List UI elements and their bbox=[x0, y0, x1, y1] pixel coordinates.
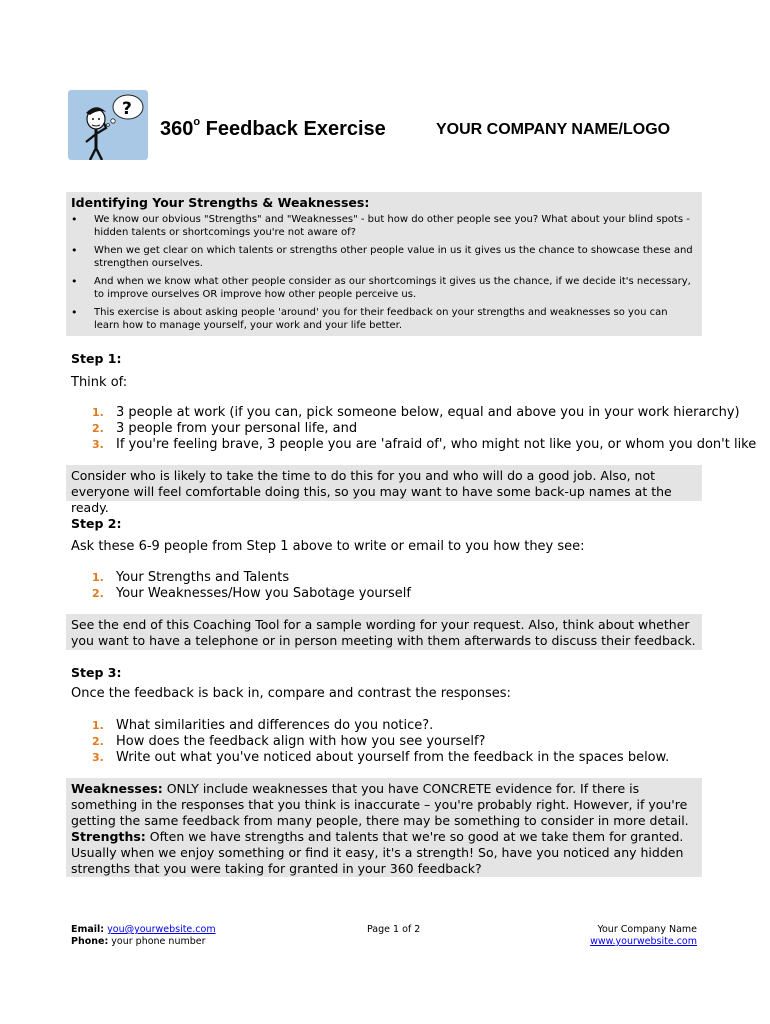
phone-number: your phone number bbox=[111, 936, 206, 947]
svg-text:?: ? bbox=[122, 99, 132, 119]
email-link[interactable]: you@yourwebsite.com bbox=[107, 924, 216, 935]
list-item: • We know our obvious "Strengths" and "Weaknesses" - but how do other people see you? What about your blind spots - hidden talents or shortcomings you're not aware of? bbox=[71, 213, 690, 238]
list-item: 2. 3 people from your personal life, and bbox=[92, 421, 358, 436]
footer-contact: Email: you@yourwebsite.com Phone: your phone number bbox=[71, 924, 216, 947]
strengths-label: Strengths: bbox=[71, 829, 146, 844]
thinking-person-icon bbox=[68, 90, 148, 160]
page-number: Page 1 of 2 bbox=[367, 924, 421, 935]
intro-section bbox=[66, 192, 702, 336]
step1-list bbox=[92, 405, 756, 453]
list-item: • This exercise is about asking people 'around' you for their feedback on your strengths and weaknesses so you can learn how to manage yourself, your work and your life better. bbox=[71, 306, 668, 331]
footer-company: Your Company Name www.yourwebsite.com bbox=[590, 924, 697, 947]
step2-lead: Ask these 6-9 people from Step 1 above to write or email to you how they see: bbox=[71, 539, 585, 554]
step2-list bbox=[92, 570, 411, 602]
step3-note: Weaknesses: ONLY include weaknesses that you have CONCRETE evidence for. If there is something in the responses that you think is inaccurate – you're probably right. However, if you're getting the same feedback from many people, there may be something to consider in more detail. Strengths: Often we have strengths and talents that we're so good at we take them for granted. Usually when we enjoy something or find it easy, it's a strength! So, have you noticed any hidden strengths that you were taking for granted in your 360 feedback? bbox=[66, 778, 702, 877]
step3-lead: Once the feedback is back in, compare and contrast the responses: bbox=[71, 686, 511, 701]
step2-note: See the end of this Coaching Tool for a sample wording for your request. Also, think about whether you want to have a telephone or in person meeting with them afterwards to discuss their feedback. bbox=[66, 614, 702, 650]
list-item: 3. If you're feeling brave, 3 people you are 'afraid of', who might not like you, or whom you don't like bbox=[92, 437, 757, 452]
step3-list bbox=[92, 718, 669, 766]
list-item: 1. What similarities and differences do you notice?. bbox=[92, 718, 434, 733]
list-item: 2. Your Weaknesses/How you Sabotage yourself bbox=[92, 586, 411, 601]
step1-note: Consider who is likely to take the time to do this for you and who will do a good job. Also, not everyone will feel comfortable doing this, so you may want to have some back-up names at the ready. bbox=[66, 465, 702, 501]
bullet-icon: • bbox=[71, 244, 78, 257]
step1-lead: Think of: bbox=[71, 375, 128, 390]
website-link[interactable]: www.yourwebsite.com bbox=[590, 936, 697, 947]
page-title: 360$^o$ Feedback Exercise bbox=[160, 116, 386, 140]
list-item: 1. Your Strengths and Talents bbox=[92, 570, 290, 585]
list-item: 3. Write out what you've noticed about yourself from the feedback in the spaces below. bbox=[92, 750, 670, 765]
company-name-logo: YOUR COMPANY NAME/LOGO bbox=[436, 121, 671, 138]
intro-bullet-list bbox=[66, 213, 702, 337]
step1-heading: Step 1: bbox=[71, 351, 122, 366]
bullet-icon: • bbox=[71, 275, 78, 288]
weaknesses-label: Weaknesses: bbox=[71, 781, 163, 796]
bullet-icon: • bbox=[71, 213, 78, 226]
list-item: 1. 3 people at work (if you can, pick someone below, equal and above you in your work hierarchy) bbox=[92, 405, 740, 420]
bullet-icon: • bbox=[71, 306, 78, 319]
list-item: • When we get clear on which talents or strengths other people value in us it gives us the chance to showcase these and strengthen ourselves. bbox=[71, 244, 693, 269]
list-item: • And when we know what other people consider as our shortcomings it gives us the chance, if we decide it's necessary, to improve ourselves OR improve how other people perceive us. bbox=[71, 275, 691, 300]
intro-heading: Identifying Your Strengths & Weaknesses: bbox=[71, 195, 370, 210]
step3-heading: Step 3: bbox=[71, 665, 122, 680]
step2-heading: Step 2: bbox=[71, 516, 122, 531]
list-item: 2. How does the feedback align with how you see yourself? bbox=[92, 734, 486, 749]
